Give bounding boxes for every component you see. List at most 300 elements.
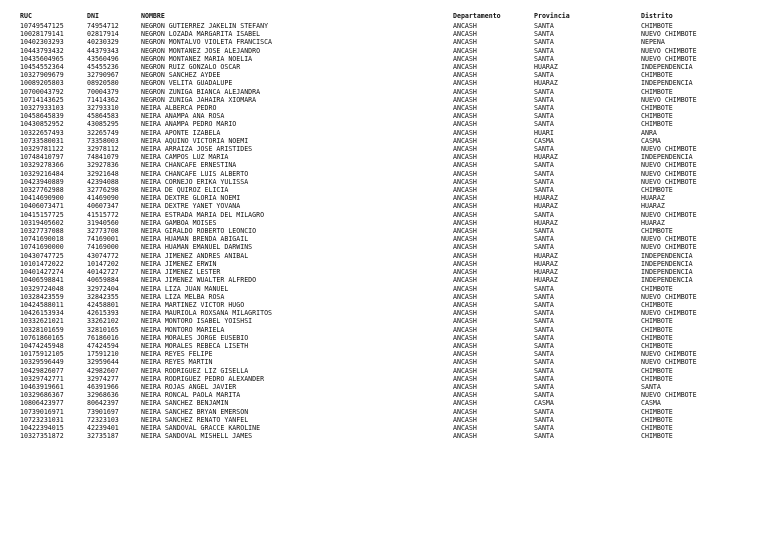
provincia-cell: SANTA xyxy=(534,46,554,55)
dni-cell: 73901697 xyxy=(87,407,119,416)
table-row xyxy=(20,22,761,30)
nombre-cell: NEGRON VELITA GUADALUPE xyxy=(141,79,233,88)
ruc-cell: 10329278366 xyxy=(20,161,64,170)
provincia-cell: SANTA xyxy=(534,423,554,432)
dni-cell: 32921648 xyxy=(87,169,119,178)
departamento-cell: ANCASH xyxy=(453,194,477,203)
dni-cell: 42458801 xyxy=(87,300,119,309)
table-row xyxy=(20,268,761,276)
dni-cell: 08920580 xyxy=(87,79,119,88)
dni-cell: 32735187 xyxy=(87,432,119,441)
ruc-cell: 10329216484 xyxy=(20,169,64,178)
table-row xyxy=(20,227,761,235)
distrito-cell: INDEPENDENCIA xyxy=(641,63,693,72)
departamento-cell: ANCASH xyxy=(453,145,477,154)
distrito-cell: CHIMBOTE xyxy=(641,300,673,309)
distrito-cell: INDEPENDENCIA xyxy=(641,259,693,268)
dni-cell: 45455236 xyxy=(87,63,119,72)
provincia-cell: HUARAZ xyxy=(534,153,558,162)
ruc-cell: 10406598841 xyxy=(20,276,64,285)
provincia-cell: HUARAZ xyxy=(534,268,558,277)
provincia-cell: SANTA xyxy=(534,235,554,244)
departamento-cell: ANCASH xyxy=(453,276,477,285)
dni-cell: 32968636 xyxy=(87,391,119,400)
provincia-cell: CASMA xyxy=(534,399,554,408)
departamento-cell: ANCASH xyxy=(453,292,477,301)
distrito-cell: CHIMBOTE xyxy=(641,120,673,129)
dni-cell: 42394088 xyxy=(87,177,119,186)
column-header-distrito: Distrito xyxy=(641,12,673,20)
distrito-cell: NUEVO CHIMBOTE xyxy=(641,235,697,244)
table-row xyxy=(20,55,761,63)
nombre-cell: NEIRA ANAMPA PEDRO MARIO xyxy=(141,120,237,129)
distrito-cell: INDEPENDENCIA xyxy=(641,79,693,88)
ruc-cell: 10474245948 xyxy=(20,341,64,350)
ruc-cell: 10443793432 xyxy=(20,46,64,55)
ruc-cell: 10328101659 xyxy=(20,325,64,334)
table-row xyxy=(20,342,761,350)
distrito-cell: CASMA xyxy=(641,136,661,145)
nombre-cell: NEIRA SANCHEZ BENJAMIN xyxy=(141,399,229,408)
table-row xyxy=(20,202,761,210)
nombre-cell: NEIRA REYES FELIPE xyxy=(141,350,213,359)
departamento-cell: ANCASH xyxy=(453,300,477,309)
departamento-cell: ANCASH xyxy=(453,112,477,121)
provincia-cell: SANTA xyxy=(534,374,554,383)
table-row xyxy=(20,211,761,219)
table-row xyxy=(20,88,761,96)
distrito-cell: NUEVO CHIMBOTE xyxy=(641,210,697,219)
distrito-cell: NUEVO CHIMBOTE xyxy=(641,95,697,104)
departamento-cell: ANCASH xyxy=(453,399,477,408)
departamento-cell: ANCASH xyxy=(453,325,477,334)
dni-cell: 32978112 xyxy=(87,145,119,154)
table-row xyxy=(20,334,761,342)
departamento-cell: ANCASH xyxy=(453,54,477,63)
nombre-cell: NEIRA DEXTRE GLORIA NOEMI xyxy=(141,194,241,203)
table-row xyxy=(20,326,761,334)
distrito-cell: NUEVO CHIMBOTE xyxy=(641,292,697,301)
distrito-cell: CHIMBOTE xyxy=(641,71,673,80)
distrito-cell: NUEVO CHIMBOTE xyxy=(641,161,697,170)
departamento-cell: ANCASH xyxy=(453,218,477,227)
departamento-cell: ANCASH xyxy=(453,71,477,80)
provincia-cell: SANTA xyxy=(534,161,554,170)
dni-cell: 74954712 xyxy=(87,22,119,30)
departamento-cell: ANCASH xyxy=(453,120,477,129)
ruc-cell: 10329781122 xyxy=(20,145,64,154)
distrito-cell: CHIMBOTE xyxy=(641,423,673,432)
distrito-cell: HUARAZ xyxy=(641,218,665,227)
distrito-cell: NUEVO CHIMBOTE xyxy=(641,145,697,154)
dni-cell: 32842355 xyxy=(87,292,119,301)
provincia-cell: SANTA xyxy=(534,186,554,195)
distrito-cell: CHIMBOTE xyxy=(641,186,673,195)
departamento-cell: ANCASH xyxy=(453,87,477,96)
dni-cell: 40142727 xyxy=(87,268,119,277)
table-body xyxy=(20,22,761,440)
dni-cell: 42239401 xyxy=(87,423,119,432)
nombre-cell: NEIRA MORALES JORGE EUSEBIO xyxy=(141,333,249,342)
distrito-cell: INDEPENDENCIA xyxy=(641,153,693,162)
nombre-cell: NEIRA DEXTRE YANET YOVANA xyxy=(141,202,241,211)
ruc-cell: 10741690018 xyxy=(20,235,64,244)
table-row xyxy=(20,153,761,161)
ruc-cell: 10700043792 xyxy=(20,87,64,96)
distrito-cell: NUEVO CHIMBOTE xyxy=(641,309,697,318)
dni-cell: 72323103 xyxy=(87,415,119,424)
departamento-cell: ANCASH xyxy=(453,46,477,55)
ruc-cell: 10327351872 xyxy=(20,432,64,441)
provincia-cell: HUARAZ xyxy=(534,218,558,227)
distrito-cell: NUEVO CHIMBOTE xyxy=(641,30,697,39)
nombre-cell: NEIRA SANDOVAL MISHELL JAMES xyxy=(141,432,253,441)
departamento-cell: ANCASH xyxy=(453,161,477,170)
table-row xyxy=(20,112,761,120)
table-row xyxy=(20,301,761,309)
departamento-cell: ANCASH xyxy=(453,22,477,30)
distrito-cell: HUARAZ xyxy=(641,194,665,203)
ruc-cell: 10426153934 xyxy=(20,309,64,318)
dni-cell: 74841079 xyxy=(87,153,119,162)
departamento-cell: ANCASH xyxy=(453,374,477,383)
table-row xyxy=(20,375,761,383)
departamento-cell: ANCASH xyxy=(453,259,477,268)
nombre-cell: NEGRON GUTIERREZ JAKELIN STEFANY xyxy=(141,22,269,30)
nombre-cell: NEGRON MONTAÑEZ JOSE ALEJANDRO xyxy=(141,46,261,55)
nombre-cell: NEIRA ROJAS ANGEL JAVIER xyxy=(141,382,237,391)
nombre-cell: NEIRA MARTINEZ VICTOR HUGO xyxy=(141,300,245,309)
distrito-cell: CHIMBOTE xyxy=(641,407,673,416)
table-row xyxy=(20,399,761,407)
nombre-cell: NEGRON MONTAÑEZ MARIA NOELIA xyxy=(141,54,253,63)
provincia-cell: SANTA xyxy=(534,71,554,80)
nombre-cell: NEIRA CORNEJO ERIKA YULISSA xyxy=(141,177,249,186)
table-row xyxy=(20,424,761,432)
table-row xyxy=(20,391,761,399)
dni-cell: 45864583 xyxy=(87,112,119,121)
distrito-cell: HUARAZ xyxy=(641,202,665,211)
dni-cell: 32974277 xyxy=(87,374,119,383)
dni-cell: 32265749 xyxy=(87,128,119,137)
distrito-cell: CHIMBOTE xyxy=(641,325,673,334)
table-row xyxy=(20,276,761,284)
distrito-cell: SANTA xyxy=(641,382,661,391)
dni-cell: 32793310 xyxy=(87,104,119,113)
departamento-cell: ANCASH xyxy=(453,317,477,326)
dni-cell: 71414362 xyxy=(87,95,119,104)
nombre-cell: NEIRA MAURIOLA ROXSANA MILAGRITOS xyxy=(141,309,273,318)
nombre-cell: NEIRA ANAMPA ANA ROSA xyxy=(141,112,225,121)
nombre-cell: NEIRA SANCHEZ RENATO YANFEL xyxy=(141,415,249,424)
provincia-cell: HUARAZ xyxy=(534,251,558,260)
nombre-cell: NEIRA MONTORO MARIELA xyxy=(141,325,225,334)
distrito-cell: NUEVO CHIMBOTE xyxy=(641,350,697,359)
ruc-cell: 10748410797 xyxy=(20,153,64,162)
nombre-cell: NEIRA REYES MARTIN xyxy=(141,358,213,367)
departamento-cell: ANCASH xyxy=(453,243,477,252)
table-row xyxy=(20,243,761,251)
table-row xyxy=(20,129,761,137)
distrito-cell: CHIMBOTE xyxy=(641,366,673,375)
dni-cell: 80642397 xyxy=(87,399,119,408)
nombre-cell: NEIRA MORALES REBECA LISETH xyxy=(141,341,249,350)
provincia-cell: SANTA xyxy=(534,112,554,121)
provincia-cell: SANTA xyxy=(534,30,554,39)
dni-cell: 32773708 xyxy=(87,227,119,236)
ruc-cell: 10430852952 xyxy=(20,120,64,129)
table-header xyxy=(20,12,761,22)
provincia-cell: SANTA xyxy=(534,38,554,47)
provincia-cell: SANTA xyxy=(534,284,554,293)
departamento-cell: ANCASH xyxy=(453,333,477,342)
ruc-cell: 10327762988 xyxy=(20,186,64,195)
nombre-cell: NEIRA MONTORO ISABEL YOISHSI xyxy=(141,317,253,326)
provincia-cell: SANTA xyxy=(534,210,554,219)
distrito-cell: CHIMBOTE xyxy=(641,333,673,342)
nombre-cell: NEIRA ESTRADA MARIA DEL MILAGRO xyxy=(141,210,265,219)
provincia-cell: SANTA xyxy=(534,317,554,326)
provincia-cell: SANTA xyxy=(534,382,554,391)
departamento-cell: ANCASH xyxy=(453,415,477,424)
ruc-cell: 10101472022 xyxy=(20,259,64,268)
ruc-cell: 10458645839 xyxy=(20,112,64,121)
distrito-cell: ANRA xyxy=(641,128,657,137)
distrito-cell: CHIMBOTE xyxy=(641,374,673,383)
departamento-cell: ANCASH xyxy=(453,382,477,391)
provincia-cell: SANTA xyxy=(534,391,554,400)
provincia-cell: SANTA xyxy=(534,366,554,375)
distrito-cell: CHIMBOTE xyxy=(641,112,673,121)
dni-cell: 74169000 xyxy=(87,243,119,252)
distrito-cell: NUEVO CHIMBOTE xyxy=(641,46,697,55)
table-row xyxy=(20,161,761,169)
ruc-cell: 10749547125 xyxy=(20,22,64,30)
table-row xyxy=(20,30,761,38)
nombre-cell: NEIRA HUAMAN BRENDA ABIGAIL xyxy=(141,235,249,244)
ruc-cell: 10322657493 xyxy=(20,128,64,137)
column-header-ruc: RUC xyxy=(20,12,32,20)
table-row xyxy=(20,71,761,79)
dni-cell: 43560496 xyxy=(87,54,119,63)
provincia-cell: SANTA xyxy=(534,169,554,178)
provincia-cell: SANTA xyxy=(534,95,554,104)
nombre-cell: NEIRA JIMENEZ ANDRES ANIBAL xyxy=(141,251,249,260)
ruc-cell: 10714143625 xyxy=(20,95,64,104)
provincia-cell: SANTA xyxy=(534,54,554,63)
ruc-cell: 10319405602 xyxy=(20,218,64,227)
ruc-cell: 10329596449 xyxy=(20,358,64,367)
table-row xyxy=(20,367,761,375)
provincia-cell: SANTA xyxy=(534,120,554,129)
distrito-cell: CHIMBOTE xyxy=(641,432,673,441)
nombre-cell: NEGRON ZUÑIGA JAHAIRA XIOMARA xyxy=(141,95,257,104)
dni-cell: 32972404 xyxy=(87,284,119,293)
ruc-cell: 10806423977 xyxy=(20,399,64,408)
departamento-cell: ANCASH xyxy=(453,309,477,318)
dni-cell: 40607347 xyxy=(87,202,119,211)
dni-cell: 32776298 xyxy=(87,186,119,195)
ruc-cell: 10739016971 xyxy=(20,407,64,416)
nombre-cell: NEIRA LIZA JUAN MANUEL xyxy=(141,284,229,293)
departamento-cell: ANCASH xyxy=(453,136,477,145)
ruc-cell: 10406073471 xyxy=(20,202,64,211)
dni-cell: 41515772 xyxy=(87,210,119,219)
ruc-cell: 10723231031 xyxy=(20,415,64,424)
provincia-cell: CASMA xyxy=(534,136,554,145)
ruc-cell: 10463919661 xyxy=(20,382,64,391)
nombre-cell: NEIRA ARRAIZA JOSE ARISTIDES xyxy=(141,145,253,154)
departamento-cell: ANCASH xyxy=(453,128,477,137)
ruc-cell: 10454552364 xyxy=(20,63,64,72)
column-header-provincia: Provincia xyxy=(534,12,570,20)
ruc-cell: 10089205803 xyxy=(20,79,64,88)
ruc-cell: 10332621021 xyxy=(20,317,64,326)
nombre-cell: NEIRA LIZA MELBA ROSA xyxy=(141,292,225,301)
departamento-cell: ANCASH xyxy=(453,104,477,113)
ruc-cell: 10424588011 xyxy=(20,300,64,309)
dni-cell: 46391966 xyxy=(87,382,119,391)
provincia-cell: SANTA xyxy=(534,432,554,441)
dni-cell: 40659884 xyxy=(87,276,119,285)
nombre-cell: NEIRA ALBERCA PEDRO xyxy=(141,104,217,113)
departamento-cell: ANCASH xyxy=(453,95,477,104)
table-row xyxy=(20,104,761,112)
table-row xyxy=(20,170,761,178)
provincia-cell: SANTA xyxy=(534,145,554,154)
dni-cell: 31940560 xyxy=(87,218,119,227)
provincia-cell: SANTA xyxy=(534,104,554,113)
ruc-cell: 10430747725 xyxy=(20,251,64,260)
table-row xyxy=(20,383,761,391)
nombre-cell: NEGRON MONTALVO VIOLETA FRANCISCA xyxy=(141,38,273,47)
distrito-cell: INDEPENDENCIA xyxy=(641,276,693,285)
nombre-cell: NEIRA AQUINO VICTORIA NOEMI xyxy=(141,136,249,145)
table-row xyxy=(20,432,761,440)
table-row xyxy=(20,38,761,46)
departamento-cell: ANCASH xyxy=(453,350,477,359)
ruc-cell: 10327737088 xyxy=(20,227,64,236)
departamento-cell: ANCASH xyxy=(453,358,477,367)
distrito-cell: CHIMBOTE xyxy=(641,104,673,113)
dni-cell: 40230329 xyxy=(87,38,119,47)
nombre-cell: NEIRA APONTE IZABELA xyxy=(141,128,221,137)
table-row xyxy=(20,309,761,317)
nombre-cell: NEIRA CHANCAFE ERNESTINA xyxy=(141,161,237,170)
dni-cell: 44379343 xyxy=(87,46,119,55)
column-header-departamento: Departamento xyxy=(453,12,501,20)
provincia-cell: SANTA xyxy=(534,333,554,342)
departamento-cell: ANCASH xyxy=(453,235,477,244)
provincia-cell: SANTA xyxy=(534,227,554,236)
dni-cell: 74169001 xyxy=(87,235,119,244)
ruc-cell: 10733580031 xyxy=(20,136,64,145)
ruc-cell: 10429826077 xyxy=(20,366,64,375)
provincia-cell: HUARAZ xyxy=(534,79,558,88)
provincia-cell: SANTA xyxy=(534,243,554,252)
departamento-cell: ANCASH xyxy=(453,186,477,195)
departamento-cell: ANCASH xyxy=(453,432,477,441)
nombre-cell: NEIRA JIMENEZ ERWIN xyxy=(141,259,217,268)
header-row xyxy=(20,12,761,22)
departamento-cell: ANCASH xyxy=(453,210,477,219)
nombre-cell: NEIRA RODRIGUEZ LIZ GISELLA xyxy=(141,366,249,375)
nombre-cell: NEGRON RUIZ GONZALO OSCAR xyxy=(141,63,241,72)
ruc-cell: 10414690900 xyxy=(20,194,64,203)
dni-cell: 42615393 xyxy=(87,309,119,318)
table-row xyxy=(20,186,761,194)
nombre-cell: NEIRA CHANCAFE LUIS ALBERTO xyxy=(141,169,249,178)
ruc-cell: 10422394015 xyxy=(20,423,64,432)
distrito-cell: CHIMBOTE xyxy=(641,22,673,30)
table-row xyxy=(20,235,761,243)
nombre-cell: NEIRA SANDOVAL GRACCE KAROLINE xyxy=(141,423,261,432)
provincia-cell: SANTA xyxy=(534,415,554,424)
table-row xyxy=(20,120,761,128)
ruc-cell: 10329686367 xyxy=(20,391,64,400)
distrito-cell: NUEVO CHIMBOTE xyxy=(641,177,697,186)
distrito-cell: CHIMBOTE xyxy=(641,415,673,424)
provincia-cell: SANTA xyxy=(534,309,554,318)
table-row xyxy=(20,252,761,260)
distrito-cell: CHIMBOTE xyxy=(641,227,673,236)
table-row xyxy=(20,137,761,145)
dni-cell: 02817914 xyxy=(87,30,119,39)
departamento-cell: ANCASH xyxy=(453,153,477,162)
table-row xyxy=(20,63,761,71)
ruc-cell: 10175912105 xyxy=(20,350,64,359)
nombre-cell: NEGRON LOZADA MARGARITA ISABEL xyxy=(141,30,261,39)
dni-cell: 76186016 xyxy=(87,333,119,342)
ruc-cell: 10435604965 xyxy=(20,54,64,63)
dni-cell: 41469090 xyxy=(87,194,119,203)
departamento-cell: ANCASH xyxy=(453,391,477,400)
provincia-cell: HUARAZ xyxy=(534,202,558,211)
provincia-cell: HUARI xyxy=(534,128,554,137)
distrito-cell: CHIMBOTE xyxy=(641,284,673,293)
dni-cell: 73358003 xyxy=(87,136,119,145)
departamento-cell: ANCASH xyxy=(453,63,477,72)
table-row xyxy=(20,358,761,366)
distrito-cell: CHIMBOTE xyxy=(641,341,673,350)
ruc-cell: 10415157725 xyxy=(20,210,64,219)
dni-cell: 43074772 xyxy=(87,251,119,260)
ruc-cell: 10327909679 xyxy=(20,71,64,80)
ruc-cell: 10401427274 xyxy=(20,268,64,277)
provincia-cell: SANTA xyxy=(534,350,554,359)
table-row xyxy=(20,79,761,87)
table-row xyxy=(20,408,761,416)
departamento-cell: ANCASH xyxy=(453,284,477,293)
table-row xyxy=(20,47,761,55)
departamento-cell: ANCASH xyxy=(453,366,477,375)
departamento-cell: ANCASH xyxy=(453,30,477,39)
table-row xyxy=(20,194,761,202)
dni-cell: 32790967 xyxy=(87,71,119,80)
departamento-cell: ANCASH xyxy=(453,177,477,186)
nombre-cell: NEIRA DE QUIROZ ELICIA xyxy=(141,186,229,195)
nombre-cell: NEIRA RONCAL PAOLA MARITA xyxy=(141,391,241,400)
nombre-cell: NEIRA SANCHEZ BRYAN EMERSON xyxy=(141,407,249,416)
dni-cell: 17591210 xyxy=(87,350,119,359)
column-header-dni: DNI xyxy=(87,12,99,20)
dni-cell: 42982607 xyxy=(87,366,119,375)
dni-cell: 47424594 xyxy=(87,341,119,350)
table-row xyxy=(20,178,761,186)
provincia-cell: HUARAZ xyxy=(534,259,558,268)
ruc-cell: 10327933103 xyxy=(20,104,64,113)
distrito-cell: CASMA xyxy=(641,399,661,408)
